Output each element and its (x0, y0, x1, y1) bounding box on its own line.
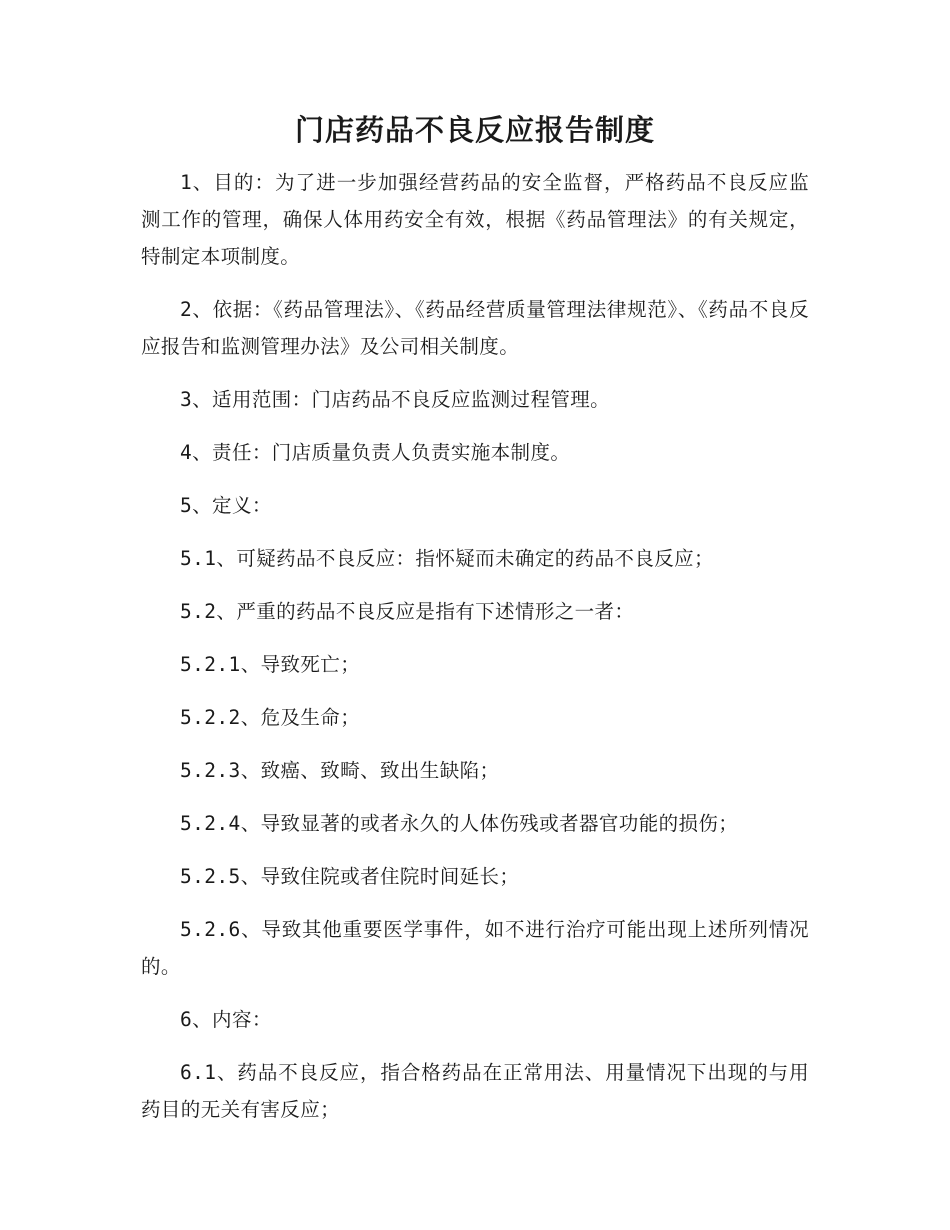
paragraph-definition-5-1: 5.1、可疑药品不良反应：指怀疑而未确定的药品不良反应； (180, 547, 714, 570)
paragraph-item-5-2-5: 5.2.5、导致住院或者住院时间延长； (180, 865, 520, 888)
paragraph-scope: 3、适用范围：门店药品不良反应监测过程管理。 (180, 388, 611, 411)
paragraph-basis: 2、依据：《药品管理法》、《药品经营质量管理法律规范》、《药品不良反应报告和监测管理办法》及公司相关制度。 (141, 298, 809, 358)
paragraph-content-heading: 6、内容： (180, 1008, 272, 1031)
paragraph-definition-heading: 5、定义： (180, 494, 272, 517)
paragraph-item-5-2-2: 5.2.2、危及生命； (180, 706, 361, 729)
document-title: 门店药品不良反应报告制度 (294, 113, 655, 147)
paragraph-purpose: 1、目的：为了进一步加强经营药品的安全监督，严格药品不良反应监测工作的管理，确保人体用药安全有效，根据《药品管理法》的有关规定，特制定本项制度。 (141, 171, 809, 268)
paragraph-item-5-2-4: 5.2.4、导致显著的或者永久的人体伤残或者器官功能的损伤； (180, 812, 739, 835)
paragraph-item-5-2-6: 5.2.6、导致其他重要医学事件，如不进行治疗可能出现上述所列情况的。 (141, 918, 809, 978)
paragraph-item-5-2-1: 5.2.1、导致死亡； (180, 653, 361, 676)
paragraph-responsibility: 4、责任：门店质量负责人负责实施本制度。 (180, 441, 571, 464)
paragraph-content-6-1: 6.1、药品不良反应，指合格药品在正常用法、用量情况下出现的与用药目的无关有害反应； (141, 1061, 809, 1121)
paragraph-definition-5-2: 5.2、严重的药品不良反应是指有下述情形之一者： (180, 600, 635, 623)
document-body (141, 164, 809, 1144)
paragraph-item-5-2-3: 5.2.3、致癌、致畸、致出生缺陷； (180, 759, 500, 782)
